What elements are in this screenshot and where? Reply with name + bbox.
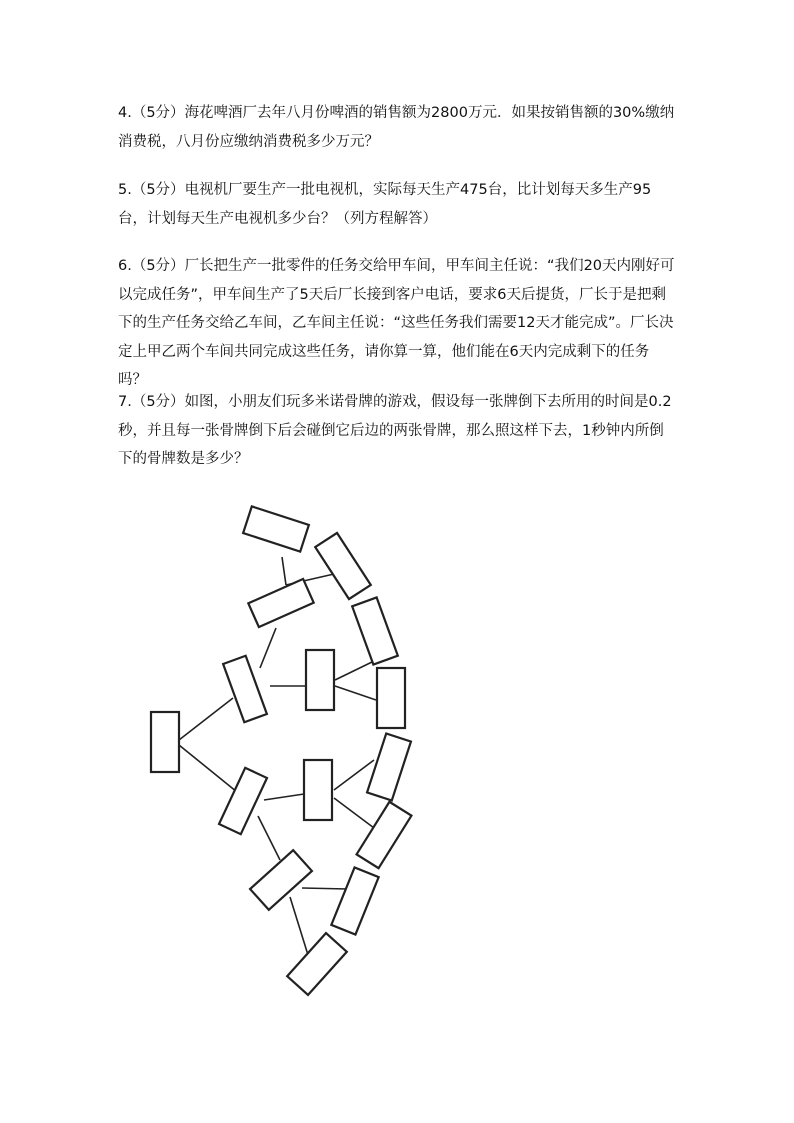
domino: [243, 506, 309, 551]
question-7-text: 如图，小朋友们玩多米诺骨牌的游戏，假设每一张牌倒下去所用的时间是0.2秒，并且每一张骨牌倒下后会碰倒它后边的两张骨牌，那么照这样下去，1秒钟内所倒下的骨牌数是多少？: [118, 394, 672, 467]
connector: [335, 662, 372, 680]
domino: [377, 668, 405, 728]
connector: [179, 745, 237, 792]
connector: [290, 897, 308, 955]
dominoes: [151, 506, 411, 995]
domino: [315, 533, 371, 599]
connector: [258, 816, 280, 860]
domino: [248, 579, 313, 627]
domino: [219, 768, 267, 834]
domino: [287, 933, 347, 995]
domino: [352, 597, 398, 664]
domino: [357, 802, 412, 868]
domino: [304, 760, 332, 820]
connector: [334, 760, 374, 790]
domino: [151, 712, 179, 772]
connector: [302, 888, 348, 889]
question-4-text: 海花啤酒厂去年八月份啤酒的销售额为2800万元．如果按销售额的30%缴纳消费税，八月份应缴纳消费税多少万元？: [118, 105, 675, 150]
domino: [331, 867, 378, 934]
question-5-number: 5.（5分）: [118, 182, 185, 198]
question-6-text: 厂长把生产一批零件的任务交给甲车间，甲车间主任说：“我们20天内刚好可以完成任务”，甲车间生产了5天后厂长接到客户电话，要求6天后提货，厂长于是把剩下的生产任务交给乙车间，乙车间主任说：“这些任务我们需要12天才能完成”。厂长决定上甲乙两个车间共同完成这些任务，请你算一算，他们能在6天内完成剩下的任务吗？: [118, 258, 675, 388]
domino: [306, 650, 334, 710]
domino: [250, 850, 312, 910]
connector: [335, 686, 376, 700]
question-4-number: 4.（5分）: [118, 105, 185, 121]
question-7-number: 7.（5分）: [118, 394, 185, 410]
domino: [367, 734, 411, 801]
question-6-number: 6.（5分）: [118, 258, 185, 274]
connector: [334, 798, 374, 828]
connector: [260, 628, 276, 668]
connector: [264, 794, 304, 800]
connector: [179, 698, 233, 740]
connector: [282, 557, 286, 585]
question-5-text: 电视机厂要生产一批电视机，实际每天生产475台，比计划每天多生产95台，计划每天生产电视机多少台？（列方程解答）: [118, 182, 652, 227]
